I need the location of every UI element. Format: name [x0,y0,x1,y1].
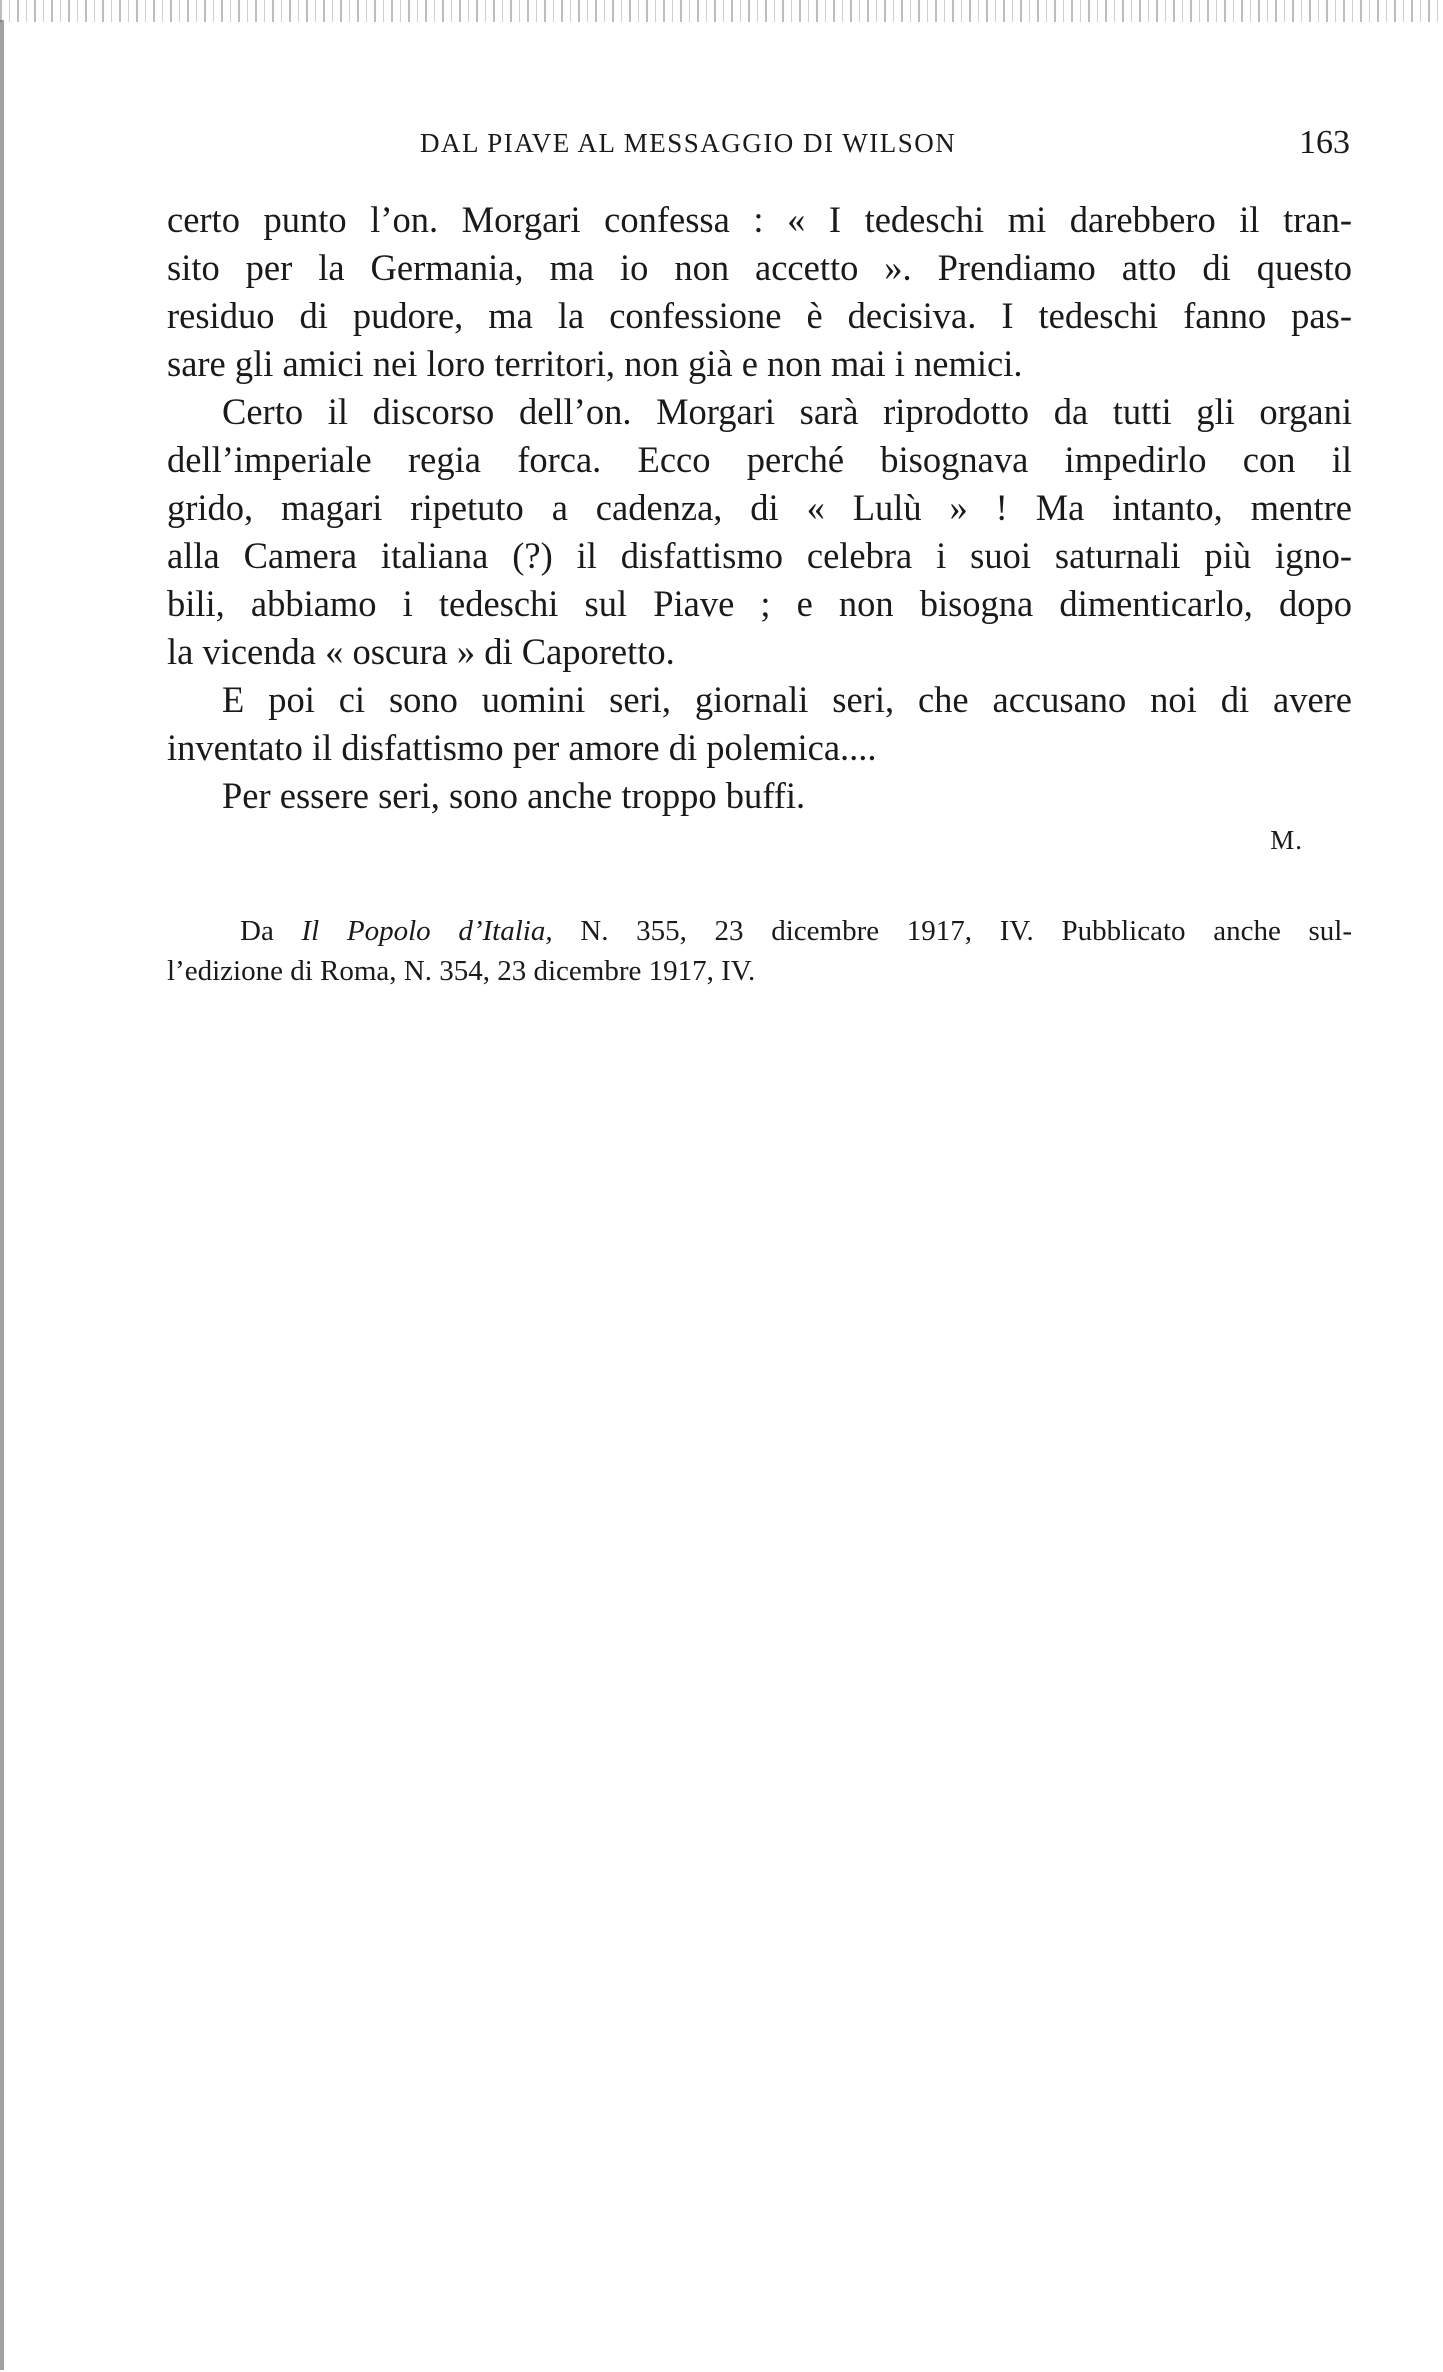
body-line: inventato il disfattismo per amore di polemica.... [167,727,877,768]
body-line: certo punto l’on. Morgari confessa : « I tedeschi mi darebbero il tran- [167,199,1352,240]
body-line: Certo il discorso dell’on. Morgari sarà riprodotto da tutti gli organi [222,391,1352,432]
scan-edge-left [0,20,4,2370]
body-line: E poi ci sono uomini seri, giornali seri, che accusano noi di avere [222,679,1352,720]
body-line: bili, abbiamo i tedeschi sul Piave ; e non bisogna dimenticarlo, dopo [167,583,1352,624]
body-line: sare gli amici nei loro territori, non già e non mai i nemici. [167,343,1023,384]
page-number: 163 [1299,124,1350,161]
body-line: sito per la Germania, ma io non accetto ». Prendiamo atto di questo [167,247,1352,288]
author-signature: M. [1270,825,1303,855]
source-note-line: l’edizione di Roma, N. 354, 23 dicembre 1917, IV. [167,955,756,987]
source-note-line [240,911,1352,951]
running-head [420,124,1350,168]
body-line: dell’imperiale regia forca. Ecco perché bisognava impedirlo con il [167,439,1352,480]
source-publication-title: Il Popolo d’Italia, [301,915,553,947]
body-line: alla Camera italiana (?) il disfattismo celebra i suoi saturnali più igno- [167,535,1352,576]
body-line: residuo di pudore, ma la confessione è decisiva. I tedeschi fanno pas- [167,295,1352,336]
running-title: DAL PIAVE AL MESSAGGIO DI WILSON [420,128,957,158]
scan-edge-top [0,0,1443,22]
body-line: la vicenda « oscura » di Caporetto. [167,631,675,672]
source-prefix: Da [240,915,302,947]
body-line: grido, magari ripetuto a cadenza, di « Lulù » ! Ma intanto, mentre [167,487,1352,528]
source-details: N. 355, 23 dicembre 1917, IV. Pubblicato anche sul- [552,915,1352,947]
body-line: Per essere seri, sono anche troppo buffi. [222,775,806,816]
